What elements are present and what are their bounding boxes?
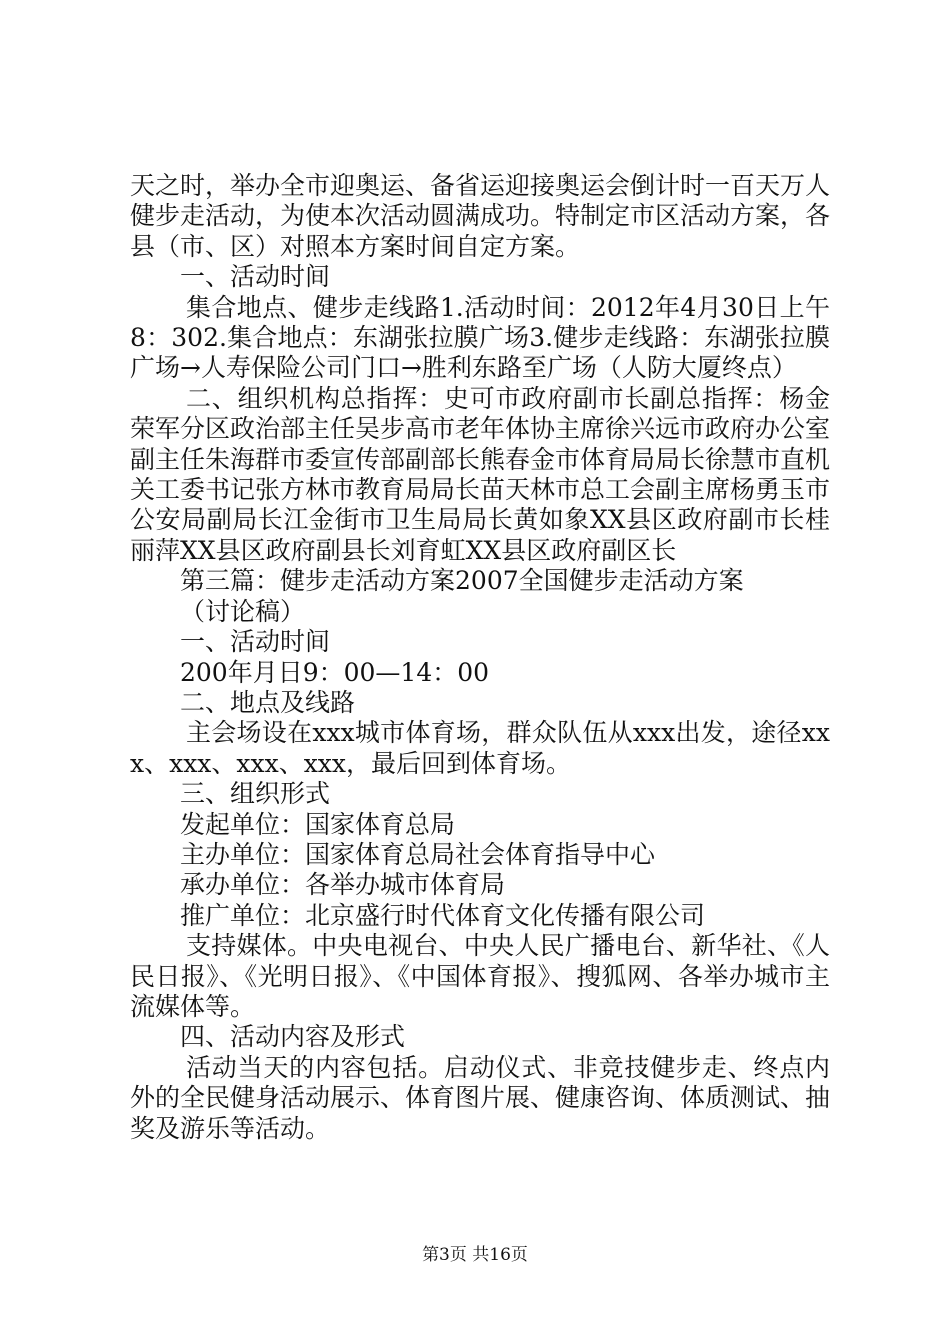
paragraph-venue: 主会场设在xxx城市体育场，群众队伍从xxx出发，途径xxx、xxx、xxx、xxx，最后回到体育场。: [130, 718, 830, 778]
paragraph-organizer: 承办单位：各举办城市体育局: [180, 870, 506, 900]
paragraph-media: 支持媒体。中央电视台、中央人民广播电台、新华社、《人民日报》、《光明日报》、《中国体育报》、搜狐网、各举办城市主流媒体等。: [130, 931, 830, 1021]
heading-draft-note: （讨论稿）: [180, 596, 306, 626]
paragraph-promoter: 推广单位：北京盛行时代体育文化传播有限公司: [180, 900, 706, 930]
paragraph-host: 主办单位：国家体育总局社会体育指导中心: [180, 839, 656, 869]
paragraph-gathering-route: 集合地点、健步走线路1.活动时间：2012年4月30日上午8：302.集合地点：东湖张拉膜广场3.健步走线路：东湖张拉膜广场→人寿保险公司门口→胜利东路至广场（人防大厦终点）: [130, 292, 830, 383]
paragraph-organization: 二、组织机构总指挥：史可市政府副市长副总指挥：杨金荣军分区政治部主任吴步高市老年体协主席徐兴远市政府办公室副主任朱海群市委宣传部副部长熊春金市体育局局长徐慧市直机关工委书记张方林市教育局局长苗天林市总工会副主席杨勇玉市公安局副局长江金街市卫生局局长黄如象XX县区政府副市长桂丽萍XX县区政府副县长刘育虹XX县区政府副区长: [130, 383, 831, 565]
document-body: [130, 171, 830, 1144]
heading-content-form: 四、活动内容及形式: [180, 1022, 406, 1052]
heading-activity-time-2: 一、活动时间: [180, 627, 331, 657]
paragraph-date-time: 200年月日9：00—14：00: [180, 657, 490, 687]
heading-part-three: 第三篇：健步走活动方案2007全国健步走活动方案: [180, 566, 744, 596]
heading-activity-time: 一、活动时间: [180, 262, 331, 292]
heading-organization-form: 三、组织形式: [180, 779, 331, 809]
paragraph-initiator: 发起单位：国家体育总局: [180, 809, 456, 839]
heading-location-route: 二、地点及线路: [180, 687, 356, 717]
paragraph-intro: 天之时，举办全市迎奥运、备省运迎接奥运会倒计时一百天万人健步走活动，为使本次活动圆满成功。特制定市区活动方案，各县（市、区）对照本方案时间自定方案。: [130, 171, 831, 261]
page-footer: 第3页 共16页: [422, 1245, 528, 1265]
paragraph-activity-content: 活动当天的内容包括。启动仪式、非竞技健步走、终点内外的全民健身活动展示、体育图片展、健康咨询、体质测试、抽奖及游乐等活动。: [130, 1052, 831, 1143]
